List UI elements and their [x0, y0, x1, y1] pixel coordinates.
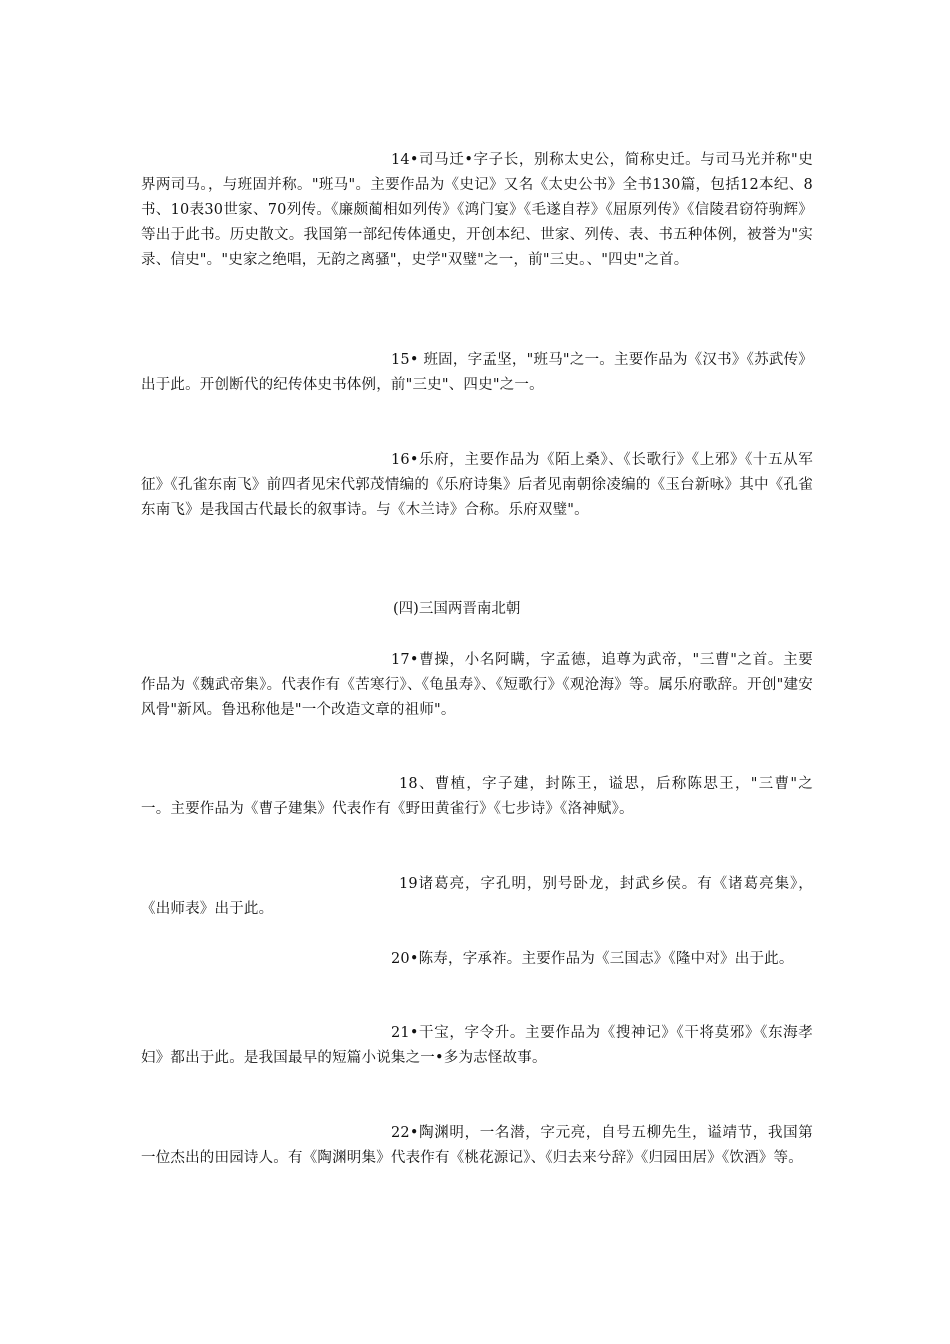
paragraph-text: 17•曹操，小名阿瞒，字孟德，追尊为武帝，"三曹"之首。主要作品为《魏武帝集》。代表作有《苦寒行》、《龟虽寿》、《短歌行》《观沧海》等。属乐府歌辞。开创"建安风骨"新风。鲁迅称他是"一个改造文章的祖师"。 [141, 652, 813, 718]
paragraph-text: 19诸葛亮，字孔明，别号卧龙，封武乡侯。有《诸葛亮集》，《出师表》出于此。 [141, 876, 813, 917]
paragraph-sima-qian [141, 148, 813, 273]
paragraph-text: 22•陶渊明，一名潜，字元亮，自号五柳先生，谥靖节，我国第一位杰出的田园诗人。有《陶渊明集》代表作有《桃花源记》、《归去来兮辞》《归园田居》《饮酒》等。 [141, 1125, 813, 1166]
section-heading: (四)三国两晋南北朝 [393, 601, 521, 617]
paragraph-tao-yuanming [141, 1121, 813, 1171]
paragraph-zhuge-liang [141, 872, 813, 922]
paragraph-chen-shou [141, 947, 813, 972]
paragraph-gan-bao [141, 1021, 813, 1071]
paragraph-text: 21•干宝，字令升。主要作品为《搜神记》《干将莫邪》《东海孝妇》都出于此。是我国最早的短篇小说集之一•多为志怪故事。 [141, 1025, 813, 1066]
paragraph-yuefu [141, 448, 813, 523]
paragraph-text: 18、曹植，字子建，封陈王，谥思，后称陈思王，"三曹"之一。主要作品为《曹子建集》代表作有《野田黄雀行》《七步诗》《洛神赋》。 [141, 776, 813, 817]
paragraph-cao-cao [141, 648, 813, 723]
paragraph-text: 15• 班固，字孟坚，"班马"之一。主要作品为《汉书》《苏武传》出于此。开创断代的纪传体史书体例，前"三史"、四史"之一。 [141, 352, 813, 393]
paragraph-text: 16•乐府，主要作品为《陌上桑》、《长歌行》《上邪》《十五从军征》《孔雀东南飞》前四者见宋代郭茂情编的《乐府诗集》后者见南朝徐凌编的《玉台新咏》其中《孔雀东南飞》是我国古代最长的叙事诗。与《木兰诗》合称。乐府双璧"。 [141, 452, 813, 518]
paragraph-text: 14•司马迁•字子长，别称太史公，简称史迁。与司马光并称"史界两司马。，与班固并称。"班马"。主要作品为《史记》又名《太史公书》全书130篇，包括12本纪、8书、10表30世家、70列传。《廉颇蔺相如列传》《鸿门宴》《毛遂自荐》《屈原列传》《信陵君窃符驹辉》等出于此书。历史散文。我国第一部纪传体通史，开创本纪、世家、列传、表、书五种体例，被誉为"实录、信史"。"史家之绝唱，无韵之离骚"，史学"双璧"之一，前"三史。、"四史"之首。 [141, 152, 813, 268]
paragraph-ban-gu [141, 348, 813, 398]
paragraph-cao-zhi [141, 772, 813, 822]
paragraph-text: 20•陈寿，字承祚。主要作品为《三国志》《隆中对》出于此。 [391, 951, 794, 967]
